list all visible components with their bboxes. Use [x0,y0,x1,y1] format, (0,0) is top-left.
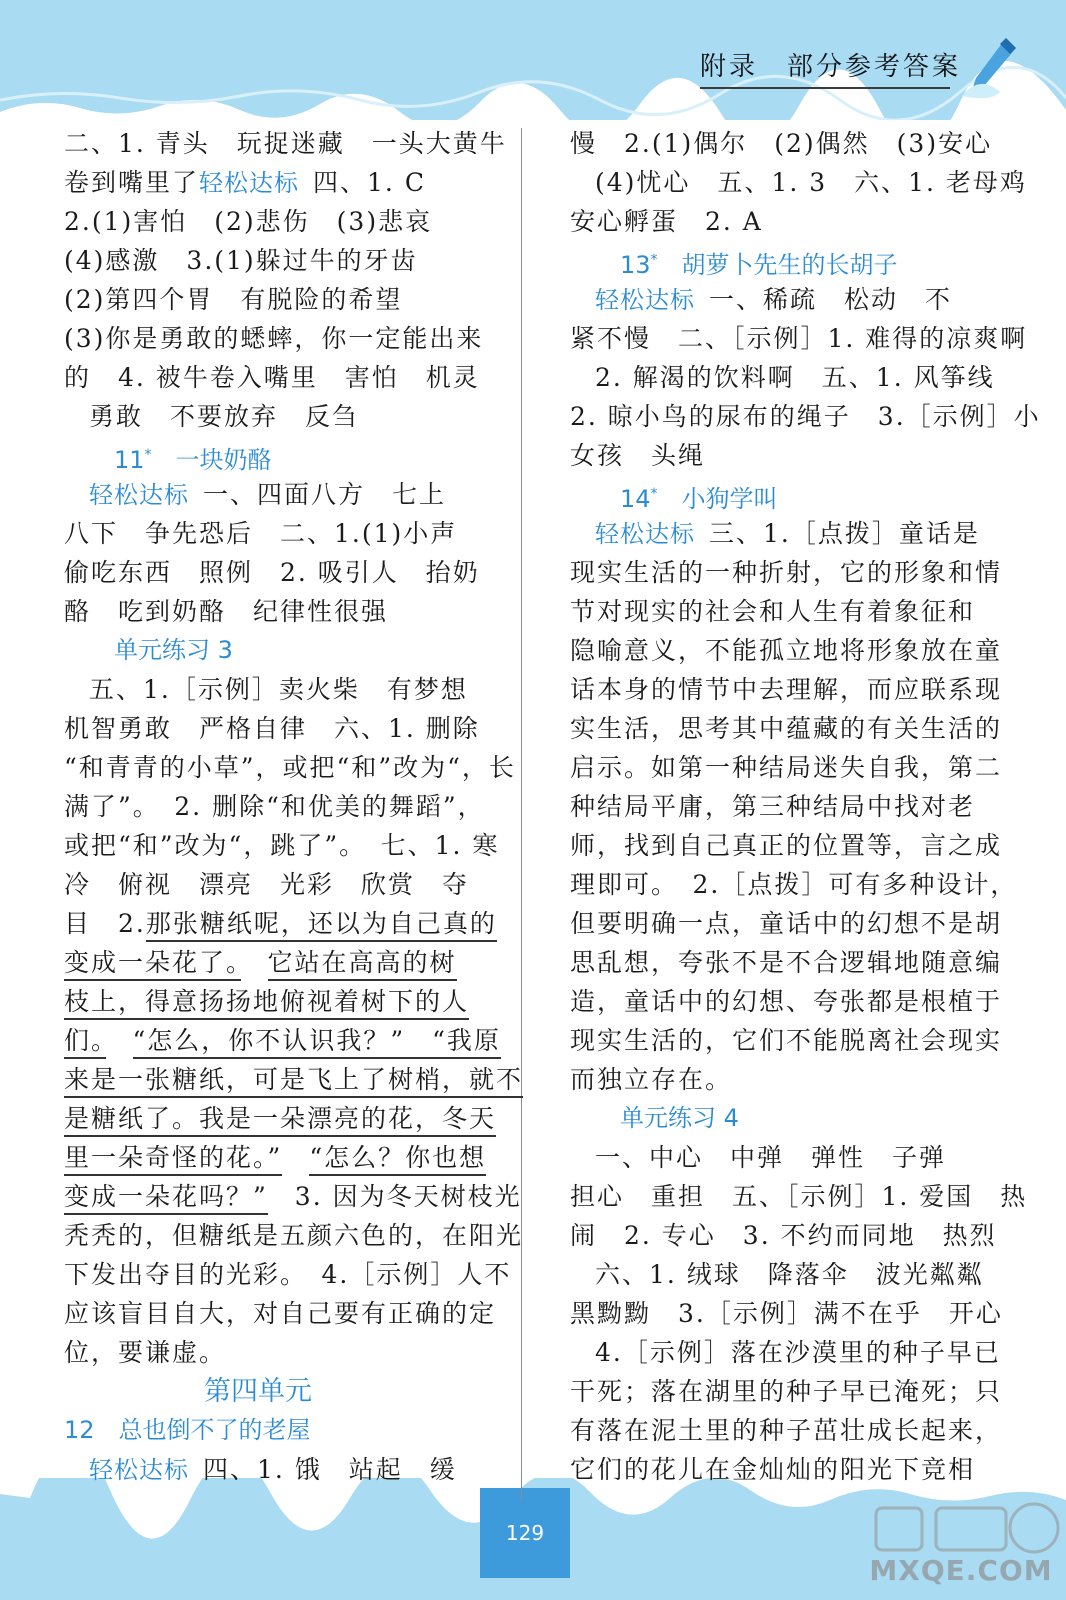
answer-line [570,1177,1028,1216]
answer-line [570,826,1003,865]
answer-text: 启示。如第一种结局迷失自我，第二 [570,753,1003,782]
page-number: 129 [480,1488,570,1578]
watermark-text: MXQE.COM [869,1554,1053,1587]
answer-line [570,358,995,397]
answer-line [570,670,1003,709]
answer-text: (2)第四个胃 有脱险的希望 [64,285,403,314]
answer-line [64,319,484,358]
answer-text: 造，童话中的幻想、夸张都是根植于 [570,987,1003,1016]
lesson-heading [64,631,474,670]
answer-line [64,826,500,865]
answer-line [570,943,1003,982]
answer-line [64,865,474,904]
answer-line [570,1060,980,1099]
lesson-number: 13 [620,251,651,279]
answer-text: 慢 2.(1)偶尔 (2)偶然 (3)安心 [570,129,993,158]
answer-text: 下发出夺目的光彩。 4.［示例］人不 [64,1260,512,1289]
answer-text: 干死；落在湖里的种子早已淹死；只 [570,1377,1003,1406]
underlined-answer: “怎么，你不认识我？” “我原 [133,1026,501,1059]
left-column [64,124,524,1489]
answer-text: 卷到嘴里了 [64,168,200,197]
answer-text: 节对现实的社会和人生有着象征和 [570,597,976,626]
answer-line [570,397,1041,436]
column-divider [521,128,522,1500]
answer-text: 二、1. 青头 玩捉迷藏 一头大黄牛 [64,129,507,158]
answer-line [64,1294,497,1333]
section-label: 轻松达标 [89,481,189,509]
answer-line [64,787,485,826]
lesson-star: * [144,447,152,463]
underlined-answer: 里一朵奇怪的花。” [64,1143,282,1176]
underlined-answer: 它站在高高的树 [268,948,457,981]
heading-gap [658,485,682,513]
answer-text: (3)你是勇敢的蟋蟀，你一定能出来 [64,324,484,353]
underlined-answer: 来是一张糖纸，可是飞上了树梢，就不 [64,1065,523,1098]
answer-line [64,202,474,241]
answer-line [64,397,474,436]
answer-line [64,241,474,280]
answer-line [570,1294,1003,1333]
answer-text: 现实生活的一种折射，它的形象和情 [570,558,1003,587]
answer-text: 实生活，思考其中蕴藏的有关生活的 [570,714,1003,743]
lesson-heading [570,241,980,280]
answer-line [570,319,1028,358]
answer-text: 勇敢 不要放弃 反刍 [89,402,360,431]
answer-line [570,865,1018,904]
answer-line [64,904,497,943]
answer-line [570,1021,1003,1060]
answer-line [570,124,993,163]
answer-line [570,280,980,319]
lesson-heading [64,1411,474,1450]
answer-line [64,1060,524,1099]
answer-text: 2. 晾小鸟的尿布的绳子 3.［示例］小 [570,402,1041,431]
answer-text: 六、1. 绒球 降落伞 波光粼粼 [595,1260,984,1289]
answer-line [64,943,474,982]
answer-line [570,1333,1001,1372]
answer-line [64,748,516,787]
answer-line [570,436,980,475]
lesson-heading [570,475,980,514]
answer-line [64,514,474,553]
answer-line [64,1333,474,1372]
answer-text: 一、稀疏 松动 不 [709,285,953,314]
lesson-title: 小狗学叫 [681,485,778,513]
answer-text: 满了”。 2. 删除“和优美的舞蹈”， [64,792,485,821]
lesson-star: * [650,252,658,268]
answer-line [64,1216,524,1255]
answer-line [64,124,507,163]
answer-text: 种结局平庸，第三种结局中找对老 [570,792,976,821]
underlined-answer: 那张糖纸呢，还以为自己真的 [146,909,497,942]
lesson-title: 一块奶酪 [175,446,272,474]
answer-line [64,709,480,748]
answer-line [570,1216,997,1255]
answer-line [570,553,1003,592]
answer-text: 酪 吃到奶酪 纪律性很强 [64,597,389,626]
underlined-answer: 们。 [64,1026,106,1059]
section-label: 轻松达标 [199,169,300,197]
underlined-answer: “怎么？你也想 [309,1143,486,1176]
watermark-logo [856,1500,1066,1596]
answer-text: 五、1.［示例］卖火柴 有梦想 [89,675,468,704]
answer-text [106,1026,133,1055]
lesson-heading [570,1099,980,1138]
answer-line [64,1138,487,1177]
answer-text: 紧不慢 二、［示例］1. 难得的凉爽啊 [570,324,1028,353]
answer-text: 八下 争先恐后 二、1.(1)小声 [64,519,458,548]
answer-text: 冷 俯视 漂亮 光彩 欣赏 夺 [64,870,470,899]
answer-line [64,670,474,709]
answer-text: 4.［示例］落在沙漠里的种子早已 [595,1338,1001,1367]
pen-icon [960,34,1020,104]
answer-line [570,163,1027,202]
answer-text: 位，要谦虚。 [64,1338,227,1367]
answer-text: 一、中心 中弹 弹性 子弹 [595,1143,947,1172]
answer-text: “和青青的小草”，或把“和”改为“，长 [64,753,516,782]
answer-line [64,1255,512,1294]
answer-text: 秃秃的，但糖纸是五颜六色的，在阳光 [64,1221,524,1250]
lesson-number: 11 [114,446,145,474]
answer-line [570,1138,980,1177]
answer-text: 应该盲目自大，对自己要有正确的定 [64,1299,497,1328]
underlined-answer: 变成一朵花了。 [64,948,241,981]
lesson-number: 12 [64,1416,95,1444]
answer-line [64,1099,497,1138]
lesson-number: 14 [620,485,651,513]
answer-text: 思乱想，夸张不是不合逻辑地随意编 [570,948,1003,977]
unit-heading: 第四单元 [204,1376,312,1407]
answer-text: 安心孵蛋 2. A [570,207,763,236]
answer-text: 三、1.［点拨］童话是 [709,519,980,548]
heading-gap [152,446,176,474]
answer-text: 担心 重担 五、［示例］1. 爱国 热 [570,1182,1028,1211]
lesson-title: 总也倒不了的老屋 [118,1416,311,1444]
answer-line [64,1450,474,1489]
answer-line [64,163,474,202]
answer-text: 现实生活的，它们不能脱离社会现实 [570,1026,1003,1055]
answer-text: 而独立存在。 [570,1065,733,1094]
answer-line [570,202,980,241]
answer-text: 但要明确一点，童话中的幻想不是胡 [570,909,1003,938]
answer-line [64,358,480,397]
answer-line [570,787,980,826]
header-title: 附录 部分参考答案 [700,46,950,89]
answer-line [570,1411,1003,1450]
answer-text: 话本身的情节中去理解，而应联系现 [570,675,1003,704]
answer-line [570,709,1003,748]
answer-text: 隐喻意义，不能孤立地将形象放在童 [570,636,1003,665]
lesson-title: 胡萝卜先生的长胡子 [681,251,898,279]
answer-text: 2.(1)害怕 (2)悲伤 (3)悲哀 [64,207,433,236]
answer-text: 四、1. C [313,168,426,197]
answer-text: 四、1. 饿 站起 缓 [203,1455,457,1484]
underlined-answer: 变成一朵花吗？” [64,1182,268,1215]
answer-line [570,904,1003,943]
answer-text [282,1143,309,1172]
section-label: 轻松达标 [595,520,695,548]
answer-text: 偷吃东西 照例 2. 吸引人 抬奶 [64,558,480,587]
answer-text [241,948,268,977]
answer-line [570,1450,980,1489]
answer-text: (4)感激 3.(1)躲过牛的牙齿 [64,246,418,275]
answer-text: 机智勇敢 严格自律 六、1. 删除 [64,714,480,743]
heading-gap [95,1416,119,1444]
answer-line [570,592,980,631]
answer-line [570,514,980,553]
answer-line [570,1372,1003,1411]
answer-line [64,475,474,514]
section-label: 轻松达标 [595,286,695,314]
underlined-answer: 枝上，得意扬扬地俯视着树下的人 [64,987,469,1020]
answer-text: 它们的花儿在金灿灿的阳光下竞相 [570,1455,976,1484]
answer-text: 的 4. 被牛卷入嘴里 害怕 机灵 [64,363,480,392]
answer-line [64,592,474,631]
answer-text: 一、四面八方 七上 [203,480,447,509]
right-column [570,124,1041,1489]
answer-text: (4)忧心 五、1. 3 六、1. 老母鸡 [595,168,1027,197]
lesson-heading [64,436,474,475]
watermark-seal-icon [856,1500,1066,1560]
answer-line [64,280,474,319]
section-label: 轻松达标 [89,1456,189,1484]
heading-gap [658,251,682,279]
answer-line [570,1255,984,1294]
underlined-answer: 是糖纸了。我是一朵漂亮的花，冬天 [64,1104,496,1137]
answer-text: 或把“和”改为“，跳了”。 七、1. 寒 [64,831,500,860]
answer-text: 闹 2. 专心 3. 不约而同地 热烈 [570,1221,997,1250]
answer-text: 师，找到自己真正的位置等，言之成 [570,831,1003,860]
answer-text: 3. 因为冬天树枝光 [267,1182,522,1211]
answer-line [64,982,474,1021]
answer-line [570,748,1003,787]
answer-text: 黑黝黝 3.［示例］满不在乎 开心 [570,1299,1003,1328]
answer-line [570,631,1003,670]
lesson-title: 单元练习 4 [620,1104,739,1132]
answer-text: 理即可。 2.［点拨］可有多种设计， [570,870,1018,899]
answer-line [570,982,1003,1021]
answer-line [64,553,480,592]
lesson-star: * [650,486,658,502]
lesson-title: 单元练习 3 [114,636,233,664]
answer-line [64,1021,501,1060]
answer-text: 女孩 头绳 [570,441,706,470]
answer-text: 有落在泥土里的种子茁壮成长起来， [570,1416,1003,1445]
answer-text: 2. 解渴的饮料啊 五、1. 风筝线 [595,363,995,392]
answer-line [64,1177,522,1216]
answer-text: 目 2. [64,909,146,938]
